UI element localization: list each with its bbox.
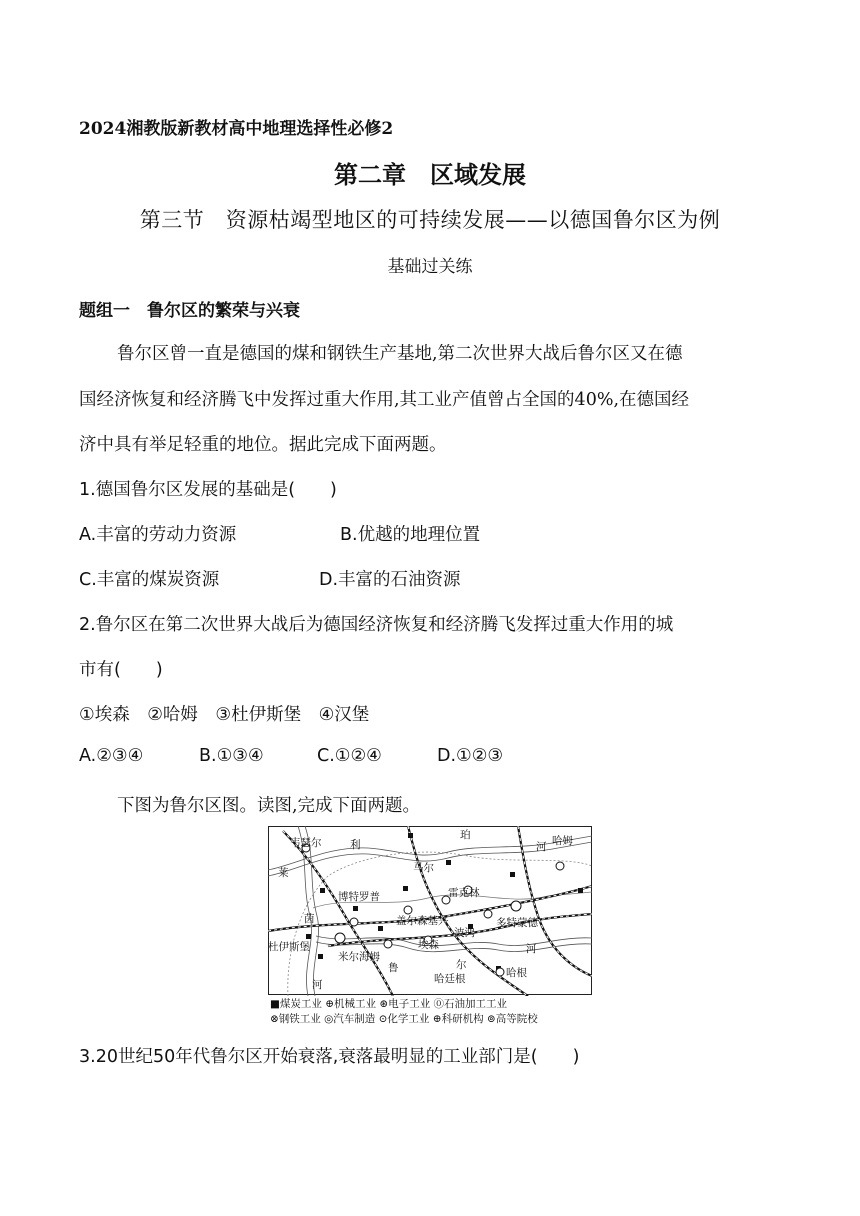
- map-label-recklinghausen: 雷克林: [448, 887, 480, 899]
- q1-option-c[interactable]: C.丰富的煤炭资源: [79, 570, 220, 590]
- map-legend-row-1: ■煤炭工业 ⊕机械工业 ⊛电子工业 ⓪石油加工工业: [270, 998, 508, 1010]
- series-title: 2024湘教版新教材高中地理选择性必修2: [79, 119, 394, 139]
- map-label-lai: 莱: [278, 867, 289, 879]
- map-label-gelsen: 盖尔森基兴: [396, 915, 449, 927]
- map-label-lu: 鲁: [388, 962, 399, 974]
- q2-option-b[interactable]: B.①③④: [199, 746, 264, 766]
- question-2-stem-line-1: 2.鲁尔区在第二次世界大战后为德国经济恢复和经济腾飞发挥过重大作用的城: [79, 615, 674, 635]
- q2-option-c[interactable]: C.①②④: [317, 746, 382, 766]
- map-label-yin: 茵: [304, 913, 315, 925]
- map-legend-row-2: ⊗钢铁工业 ◎汽车制造 ⊙化学工业 ⊕科研机构 ⊚高等院校: [270, 1013, 538, 1025]
- question-group-title: 题组一 鲁尔区的繁荣与兴衰: [79, 301, 300, 321]
- map-label-duisburg: 杜伊斯堡: [268, 941, 310, 953]
- map-label-dortmund: 多特蒙德: [496, 917, 538, 929]
- map-label-muelheim: 米尔海姆: [338, 951, 380, 963]
- q2-option-d[interactable]: D.①②③: [437, 746, 504, 766]
- q1-option-d[interactable]: D.丰富的石油资源: [319, 570, 461, 590]
- intro-line-3: 济中具有举足轻重的地位。据此完成下面两题。: [79, 435, 447, 455]
- question-2-items: ①埃森 ②哈姆 ③杜伊斯堡 ④汉堡: [79, 705, 370, 725]
- map-label-he2: 河: [526, 943, 537, 955]
- chapter-title: 第二章 区域发展: [334, 161, 526, 189]
- section-title: 第三节 资源枯竭型地区的可持续发展——以德国鲁尔区为例: [139, 208, 721, 232]
- map-label-he3: 河: [312, 979, 323, 991]
- map-label-hattingen: 哈廷根: [434, 973, 466, 985]
- intro-line-2: 国经济恢复和经济腾飞中发挥过重大作用,其工业产值曾占全国的40%,在德国经: [79, 390, 690, 410]
- intro-line-1: 鲁尔区曾一直是德国的煤和钢铁生产基地,第二次世界大战后鲁尔区又在德: [117, 344, 683, 364]
- map-label-essen: 埃森: [418, 939, 439, 951]
- map-label-bottrop: 博特罗普: [338, 891, 380, 903]
- exercise-subtitle: 基础过关练: [387, 257, 473, 277]
- map-label-hagen: 哈根: [506, 967, 527, 979]
- question-2-stem-line-2: 市有( ): [79, 660, 163, 680]
- map-label-po: 珀: [460, 829, 471, 841]
- map-label-er: 尔: [456, 959, 467, 971]
- q1-option-a[interactable]: A.丰富的劳动力资源: [79, 525, 237, 545]
- map-label-he1: 河: [536, 841, 547, 853]
- map-label-weisel: 韦瑟尔: [290, 837, 322, 849]
- question-3-stem: 3.20世纪50年代鲁尔区开始衰落,衰落最明显的工业部门是( ): [79, 1047, 580, 1067]
- question-1-stem: 1.德国鲁尔区发展的基础是( ): [79, 480, 337, 500]
- map-label-li: 利: [350, 839, 361, 851]
- map-label-maer: 马尔: [413, 862, 434, 874]
- ruhr-map: [268, 826, 592, 996]
- q2-option-a[interactable]: A.②③④: [79, 746, 144, 766]
- map-label-hamm: 哈姆: [552, 835, 573, 847]
- q1-option-b[interactable]: B.优越的地理位置: [340, 525, 481, 545]
- map-label-bochum: 波鸿: [454, 927, 475, 939]
- map-intro: 下图为鲁尔区图。读图,完成下面两题。: [117, 796, 421, 816]
